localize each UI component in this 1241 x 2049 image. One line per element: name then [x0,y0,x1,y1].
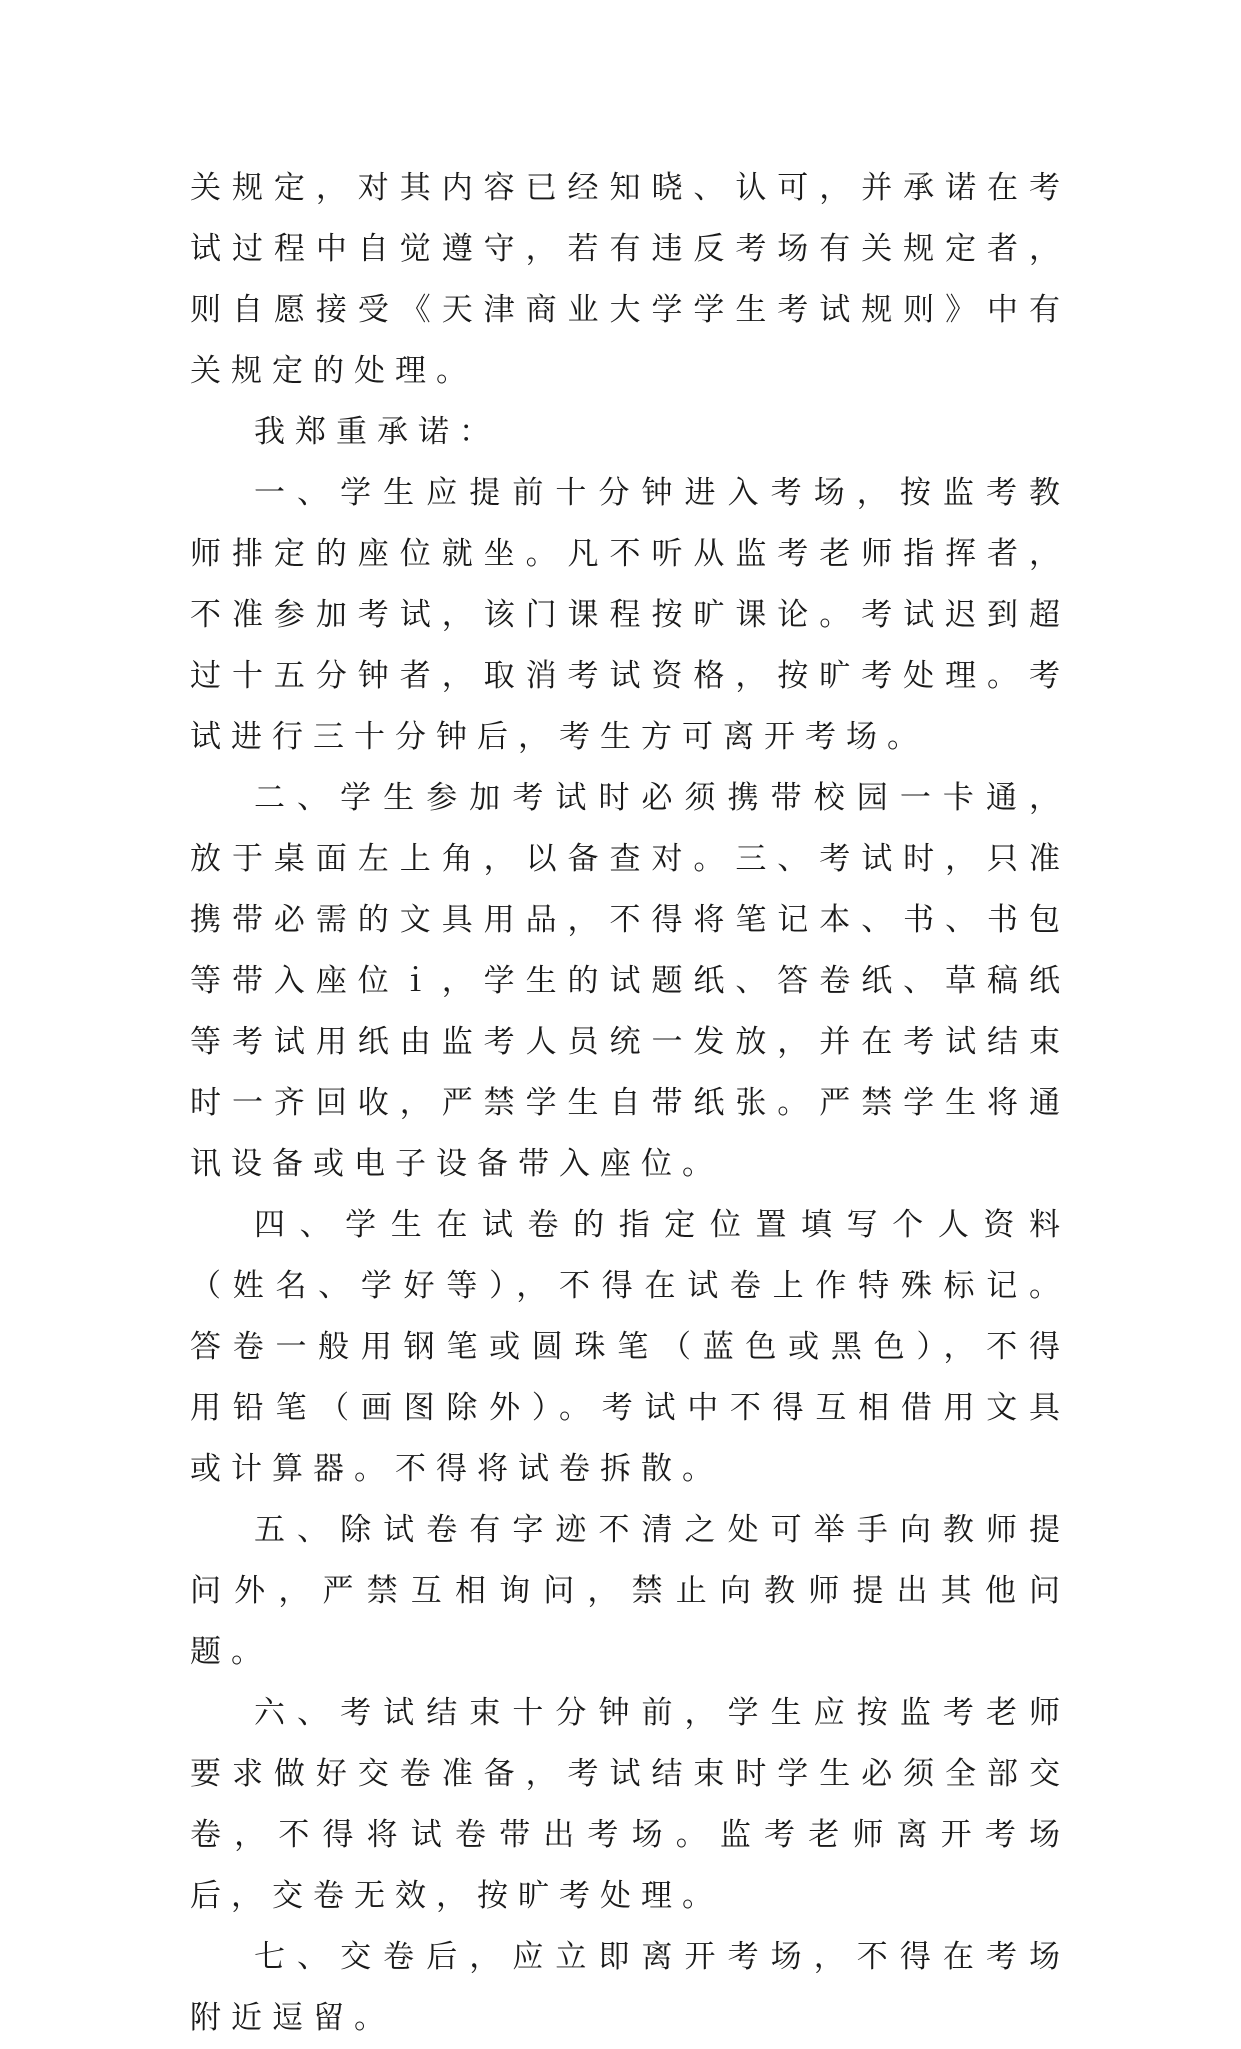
paragraph-rule-2-3: 二、学生参加考试时必须携带校园一卡通，放于桌面左上角，以备查对。三、考试时，只准携带必需的文具用品，不得将笔记本、书、书包等带入座位ｉ，学生的试题纸、答卷纸、草稿纸等考试用纸由监考人员统一发放，并在考试结束时一齐回收，严禁学生自带纸张。严禁学生将通讯设备或电子设备带入座位。 [190,780,1070,1182]
paragraph-rule-7: 七、交卷后，应立即离开考场，不得在考场附近逗留。 [190,1939,1070,2036]
paragraph-rule-4: 四、学生在试卷的指定位置填写个人资料（姓名、学好等），不得在试卷上作特殊标记。答卷一般用钢笔或圆珠笔（蓝色或黑色），不得用铅笔（画图除外）。考试中不得互相借用文具或计算器。不得将试卷拆散。 [190,1207,1070,1487]
paragraph-rule-1: 一、学生应提前十分钟进入考场，按监考教师排定的座位就坐。凡不听从监考老师指挥者，不准参加考试，该门课程按旷课论。考试迟到超过十五分钟者，取消考试资格，按旷考处理。考试进行三十分钟后，考生方可离开考场。 [190,475,1070,755]
paragraph-rule-5: 五、除试卷有字迹不清之处可举手向教师提问外，严禁互相询问，禁止向教师提出其他问题。 [190,1512,1070,1670]
paragraph-rule-6: 六、考试结束十分钟前，学生应按监考老师要求做好交卷准备，考试结束时学生必须全部交卷，不得将试卷带出考场。监考老师离开考场后，交卷无效，按旷考处理。 [190,1695,1070,1914]
document-body [190,158,1070,2049]
paragraph-pledge-heading: 我郑重承诺： [254,414,500,450]
paragraph-continuation: 关规定，对其内容已经知晓、认可，并承诺在考试过程中自觉遵守，若有违反考场有关规定者，则自愿接受《天津商业大学学生考试规则》中有关规定的处理。 [190,170,1070,389]
